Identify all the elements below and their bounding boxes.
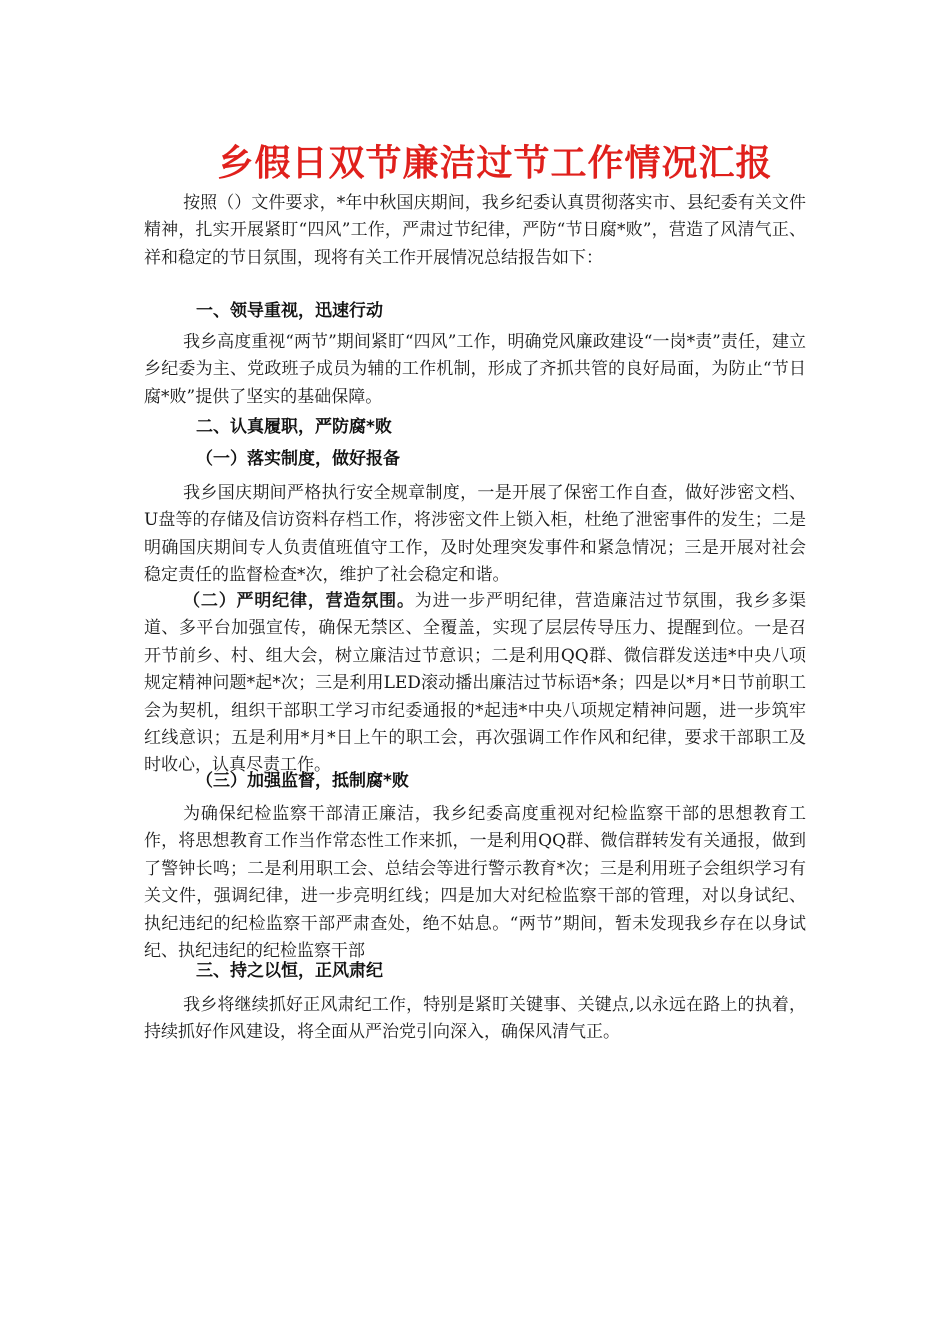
subsection-2-paragraph — [144, 588, 806, 780]
subsection-2-heading: （二）严明纪律，营造氛围。 — [183, 591, 415, 611]
subsection-3-paragraph: 为确保纪检监察干部清正廉洁，我乡纪委高度重视对纪检监察干部的思想教育工作，将思想教育工作当作常态性工作来抓，一是利用QQ群、微信群转发有关通报，做到了警钟长鸣；二是利用职工会、总结会等进行警示教育*次；三是利用班子会组织学习有关文件，强调纪律，进一步亮明红线；四是加大对纪检监察干部的管理，对以身试纪、执纪违纪的纪检监察干部严肃查处，绝不姑息。“两节”期间，暂未发现我乡存在以身试纪、执纪违纪的纪检监察干部 — [144, 804, 806, 962]
subsection-2-body: 为进一步严明纪律，营造廉洁过节氛围，我乡多渠道、多平台加强宣传，确保无禁区、全覆盖，实现了层层传导压力、提醒到位。一是召开节前乡、村、组大会，树立廉洁过节意识；二是利用QQ群、微信群发送违*中央八项规定精神问题*起*次；三是利用LED滚动播出廉洁过节标语*条；四是以*月*日节前职工会为契机，组织干部职工学习市纪委通报的*起违*中央八项规定精神问题，进一步筑牢红线意识；五是利用*月*日上午的职工会，再次强调工作作风和纪律，要求干部职工及时收心，认真尽责工作。 — [144, 591, 807, 776]
section-1-paragraph: 我乡高度重视“两节”期间紧盯“四风”工作，明确党风廉政建设“一岗*责”责任，建立乡纪委为主、党政班子成员为辅的工作机制，形成了齐抓共管的良好局面，为防止“节日腐*败”提供了坚实的基础保障。 — [144, 332, 806, 407]
section-3-paragraph: 我乡将继续抓好正风肃纪工作，特别是紧盯关键事、关键点,以永远在路上的执着，持续抓好作风建设，将全面从严治党引向深入，确保风清气正。 — [144, 995, 806, 1043]
document-title-text: 乡假日双节廉洁过节工作情况汇报 — [217, 142, 773, 184]
subsection-1-paragraph: 我乡国庆期间严格执行安全规章制度，一是开展了保密工作自查，做好涉密文档、U盘等的存储及信访资料存档工作，将涉密文件上锁入柜，杜绝了泄密事件的发生；二是明确国庆期间专人负责值班值守工作，及时处理突发事件和紧急情况；三是开展对社会稳定责任的监督检查*次，维护了社会稳定和谐。 — [144, 483, 806, 586]
subsection-3-heading: （三）加强监督，抵制腐*败 — [196, 771, 409, 791]
section-1-heading: 一、领导重视，迅速行动 — [196, 301, 383, 321]
document-title — [0, 138, 950, 188]
intro-paragraph: 按照（）文件要求，*年中秋国庆期间，我乡纪委认真贯彻落实市、县纪委有关文件精神，扎实开展紧盯“四风”工作，严肃过节纪律，严防“节日腐*败”，营造了风清气正、祥和稳定的节日氛围，现将有关工作开展情况总结报告如下： — [144, 193, 806, 268]
section-3-heading: 三、持之以恒，正风肃纪 — [196, 961, 383, 981]
section-2-heading: 二、认真履职，严防腐*败 — [196, 417, 392, 437]
subsection-1-heading: （一）落实制度，做好报备 — [196, 449, 400, 469]
